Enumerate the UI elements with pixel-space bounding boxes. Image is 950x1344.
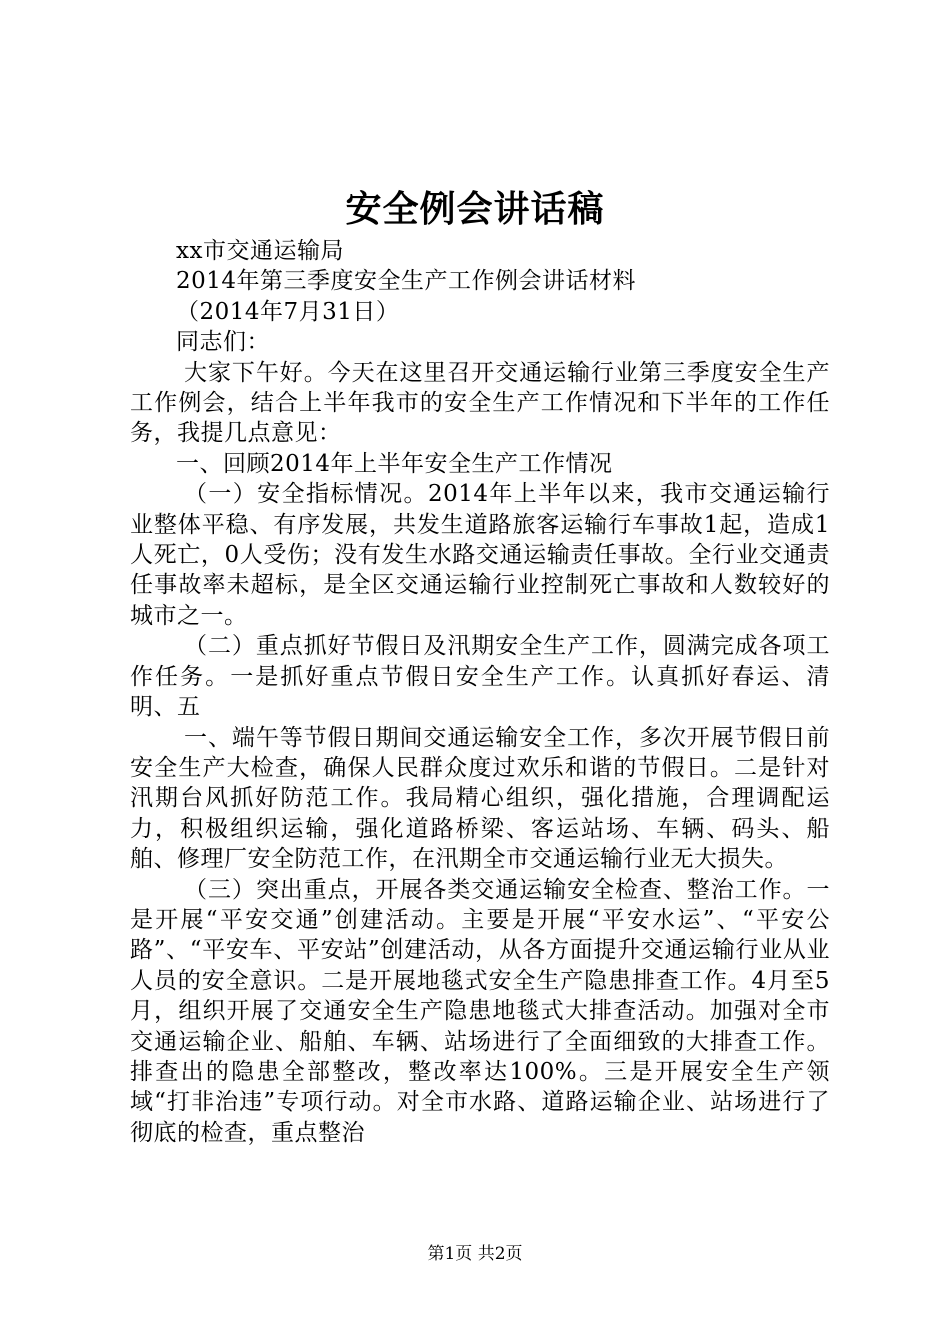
page-footer: 第1页 共2页 <box>427 1244 523 1264</box>
salutation: 同志们： <box>176 329 270 356</box>
paragraph-safety-indicators: （一）安全指标情况。2014年上半年以来，我市交通运输行业整体平稳、有序发展，共发生道路旅客运输行车事故1起，造成1人死亡，0人受伤；没有发生水路交通运输责任事故。全行业交通责任事故率未超标，是全区交通运输行业控制死亡事故和人数较好的城市之一。 <box>130 481 830 629</box>
paragraph-inspections: （三）突出重点，开展各类交通运输安全检查、整治工作。一是开展“平安交通”创建活动。主要是开展“平安水运”、“平安公路”、“平安车、平安站”创建活动，从各方面提升交通运输行业从业人员的安全意识。二是开展地毯式安全生产隐患排查工作。4月至5月，组织开展了交通安全生产隐患地毯式大排查活动。加强对全市交通运输企业、船舶、车辆、站场进行了全面细致的大排查工作。排查出的隐患全部整改，整改率达100%。三是开展安全生产领域“打非治违”专项行动。对全市水路、道路运输企业、站场进行了彻底的检查，重点整治 <box>130 876 830 1146</box>
paragraph-holidays-continued: 一、端午等节假日期间交通运输安全工作，多次开展节假日前安全生产大检查，确保人民群众度过欢乐和谐的节假日。二是针对汛期台风抓好防范工作。我局精心组织，强化措施，合理调配运力，积极组织运输，强化道路桥梁、客运站场、车辆、码头、船舶、修理厂安全防范工作，在汛期全市交通运输行业无大损失。 <box>130 724 830 873</box>
paragraph-holidays: （二）重点抓好节假日及汛期安全生产工作，圆满完成各项工作任务。一是抓好重点节假日安全生产工作。认真抓好春运、清明、五 <box>130 633 830 721</box>
date-line: （2014年7月31日） <box>176 298 400 325</box>
subtitle-line: 2014年第三季度安全生产工作例会讲话材料 <box>176 268 637 295</box>
section-heading: 一、回顾2014年上半年安全生产工作情况 <box>176 450 613 477</box>
intro-paragraph: 大家下午好。今天在这里召开交通运输行业第三季度安全生产工作例会，结合上半年我市的安全生产工作情况和下半年的工作任务，我提几点意见： <box>130 359 830 447</box>
document-title: 安全例会讲话稿 <box>345 188 605 230</box>
document-body <box>130 236 830 1148</box>
issuer-line: xx市交通运输局 <box>176 238 344 264</box>
